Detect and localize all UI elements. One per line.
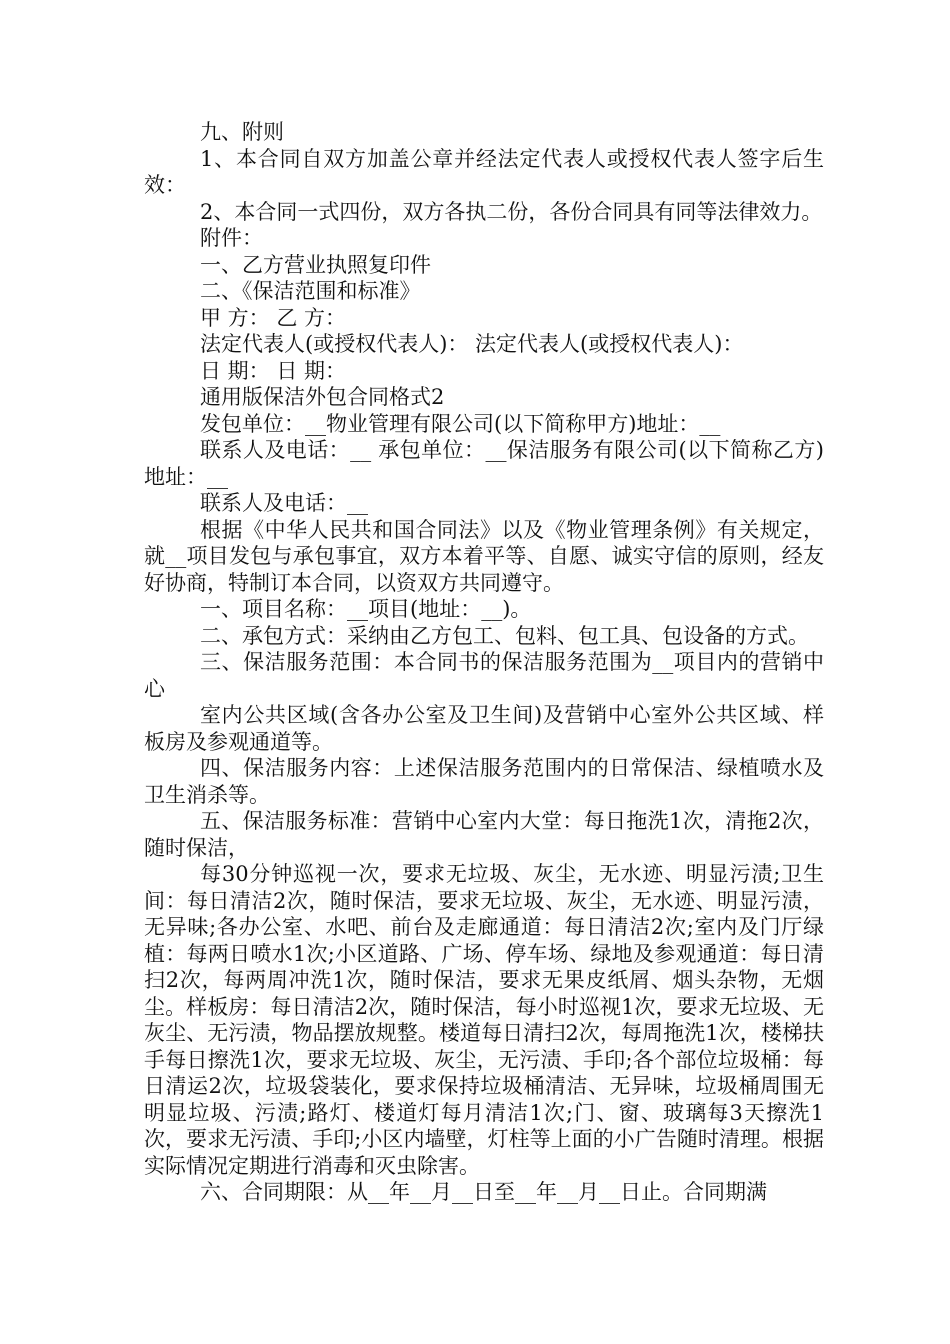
paragraph-6: 二、《保洁范围和标准》	[200, 279, 421, 303]
paragraph-22: 六、合同期限：从__年__月__日至__年__月__日止。合同期满	[200, 1180, 767, 1204]
paragraph-17: 三、保洁服务范围：本合同书的保洁服务范围为__项目内的营销中心	[144, 650, 824, 701]
paragraph-3: 2、本合同一式四份，双方各执二份，各份合同具有同等法律效力。	[200, 199, 823, 224]
paragraph-13: 联系人及电话：__	[200, 491, 368, 515]
paragraph-14: 根据《中华人民共和国合同法》以及《物业管理条例》有关规定，就__项目发包与承包事宜，双方本着平等、自愿、诚实守信的原则，经友好协商，特制订本合同，以资双方共同遵守。	[144, 517, 824, 595]
paragraph-19: 四、保洁服务内容：上述保洁服务范围内的日常保洁、绿植喷水及卫生消杀等。	[144, 756, 824, 807]
paragraph-2: 1、本合同自双方加盖公章并经法定代表人或授权代表人签字后生效：	[144, 146, 824, 197]
paragraph-8: 法定代表人(或授权代表人)： 法定代表人(或授权代表人)：	[200, 332, 744, 356]
paragraph-21: 每30分钟巡视一次，要求无垃圾、灰尘，无水迹、明显污渍;卫生间：每日清洁2次，随时保洁，要求无垃圾、灰尘，无水迹、明显污渍，无异味;各办公室、水吧、前台及走廊通道：每日清洁2次;室内及门厅绿植：每两日喷水1次;小区道路、广场、停车场、绿地及参观通道：每日清扫2次，每两周冲洗1次，随时保洁，要求无果皮纸屑、烟头杂物，无烟尘。样板房：每日清洁2次，随时保洁，每小时巡视1次，要求无垃圾、无灰尘、无污渍，物品摆放规整。楼道每日清扫2次，每周拖洗1次，楼梯扶手每日擦洗1次，要求无垃圾、灰尘，无污渍、手印;各个部位垃圾桶：每日清运2次，垃圾袋装化，要求保持垃圾桶清洁、无异味，垃圾桶周围无明显垃圾、污渍;路灯、楼道灯每月清洁1次;门、窗、玻璃每3天擦洗1次，要求无污渍、手印;小区内墙壁，灯柱等上面的小广告随时清理。根据实际情况定期进行消毒和灭虫除害。	[144, 862, 824, 1178]
paragraph-18: 室内公共区域(含各办公室及卫生间)及营销中心室外公共区域、样板房及参观通道等。	[144, 703, 824, 754]
paragraph-15: 一、项目名称：__项目(地址：__)。	[200, 597, 532, 621]
paragraph-16: 二、承包方式：采纳由乙方包工、包料、包工具、包设备的方式。	[200, 623, 809, 648]
paragraph-9: 日 期： 日 期：	[200, 358, 347, 383]
paragraph-10: 通用版保洁外包合同格式2	[200, 385, 445, 409]
paragraph-7: 甲 方： 乙 方：	[200, 305, 347, 330]
document-page	[144, 119, 824, 1206]
paragraph-20: 五、保洁服务标准：营销中心室内大堂：每日拖洗1次，清拖2次，随时保洁，	[144, 809, 824, 860]
paragraph-4: 附件：	[200, 226, 263, 250]
paragraph-11: 发包单位：__物业管理有限公司(以下简称甲方)地址：__	[200, 411, 721, 436]
paragraph-5: 一、乙方营业执照复印件	[200, 252, 431, 277]
paragraph-1: 九、附则	[200, 120, 284, 144]
paragraph-12: 联系人及电话：__ 承包单位：__保洁服务有限公司(以下简称乙方)地址：__	[144, 438, 824, 489]
